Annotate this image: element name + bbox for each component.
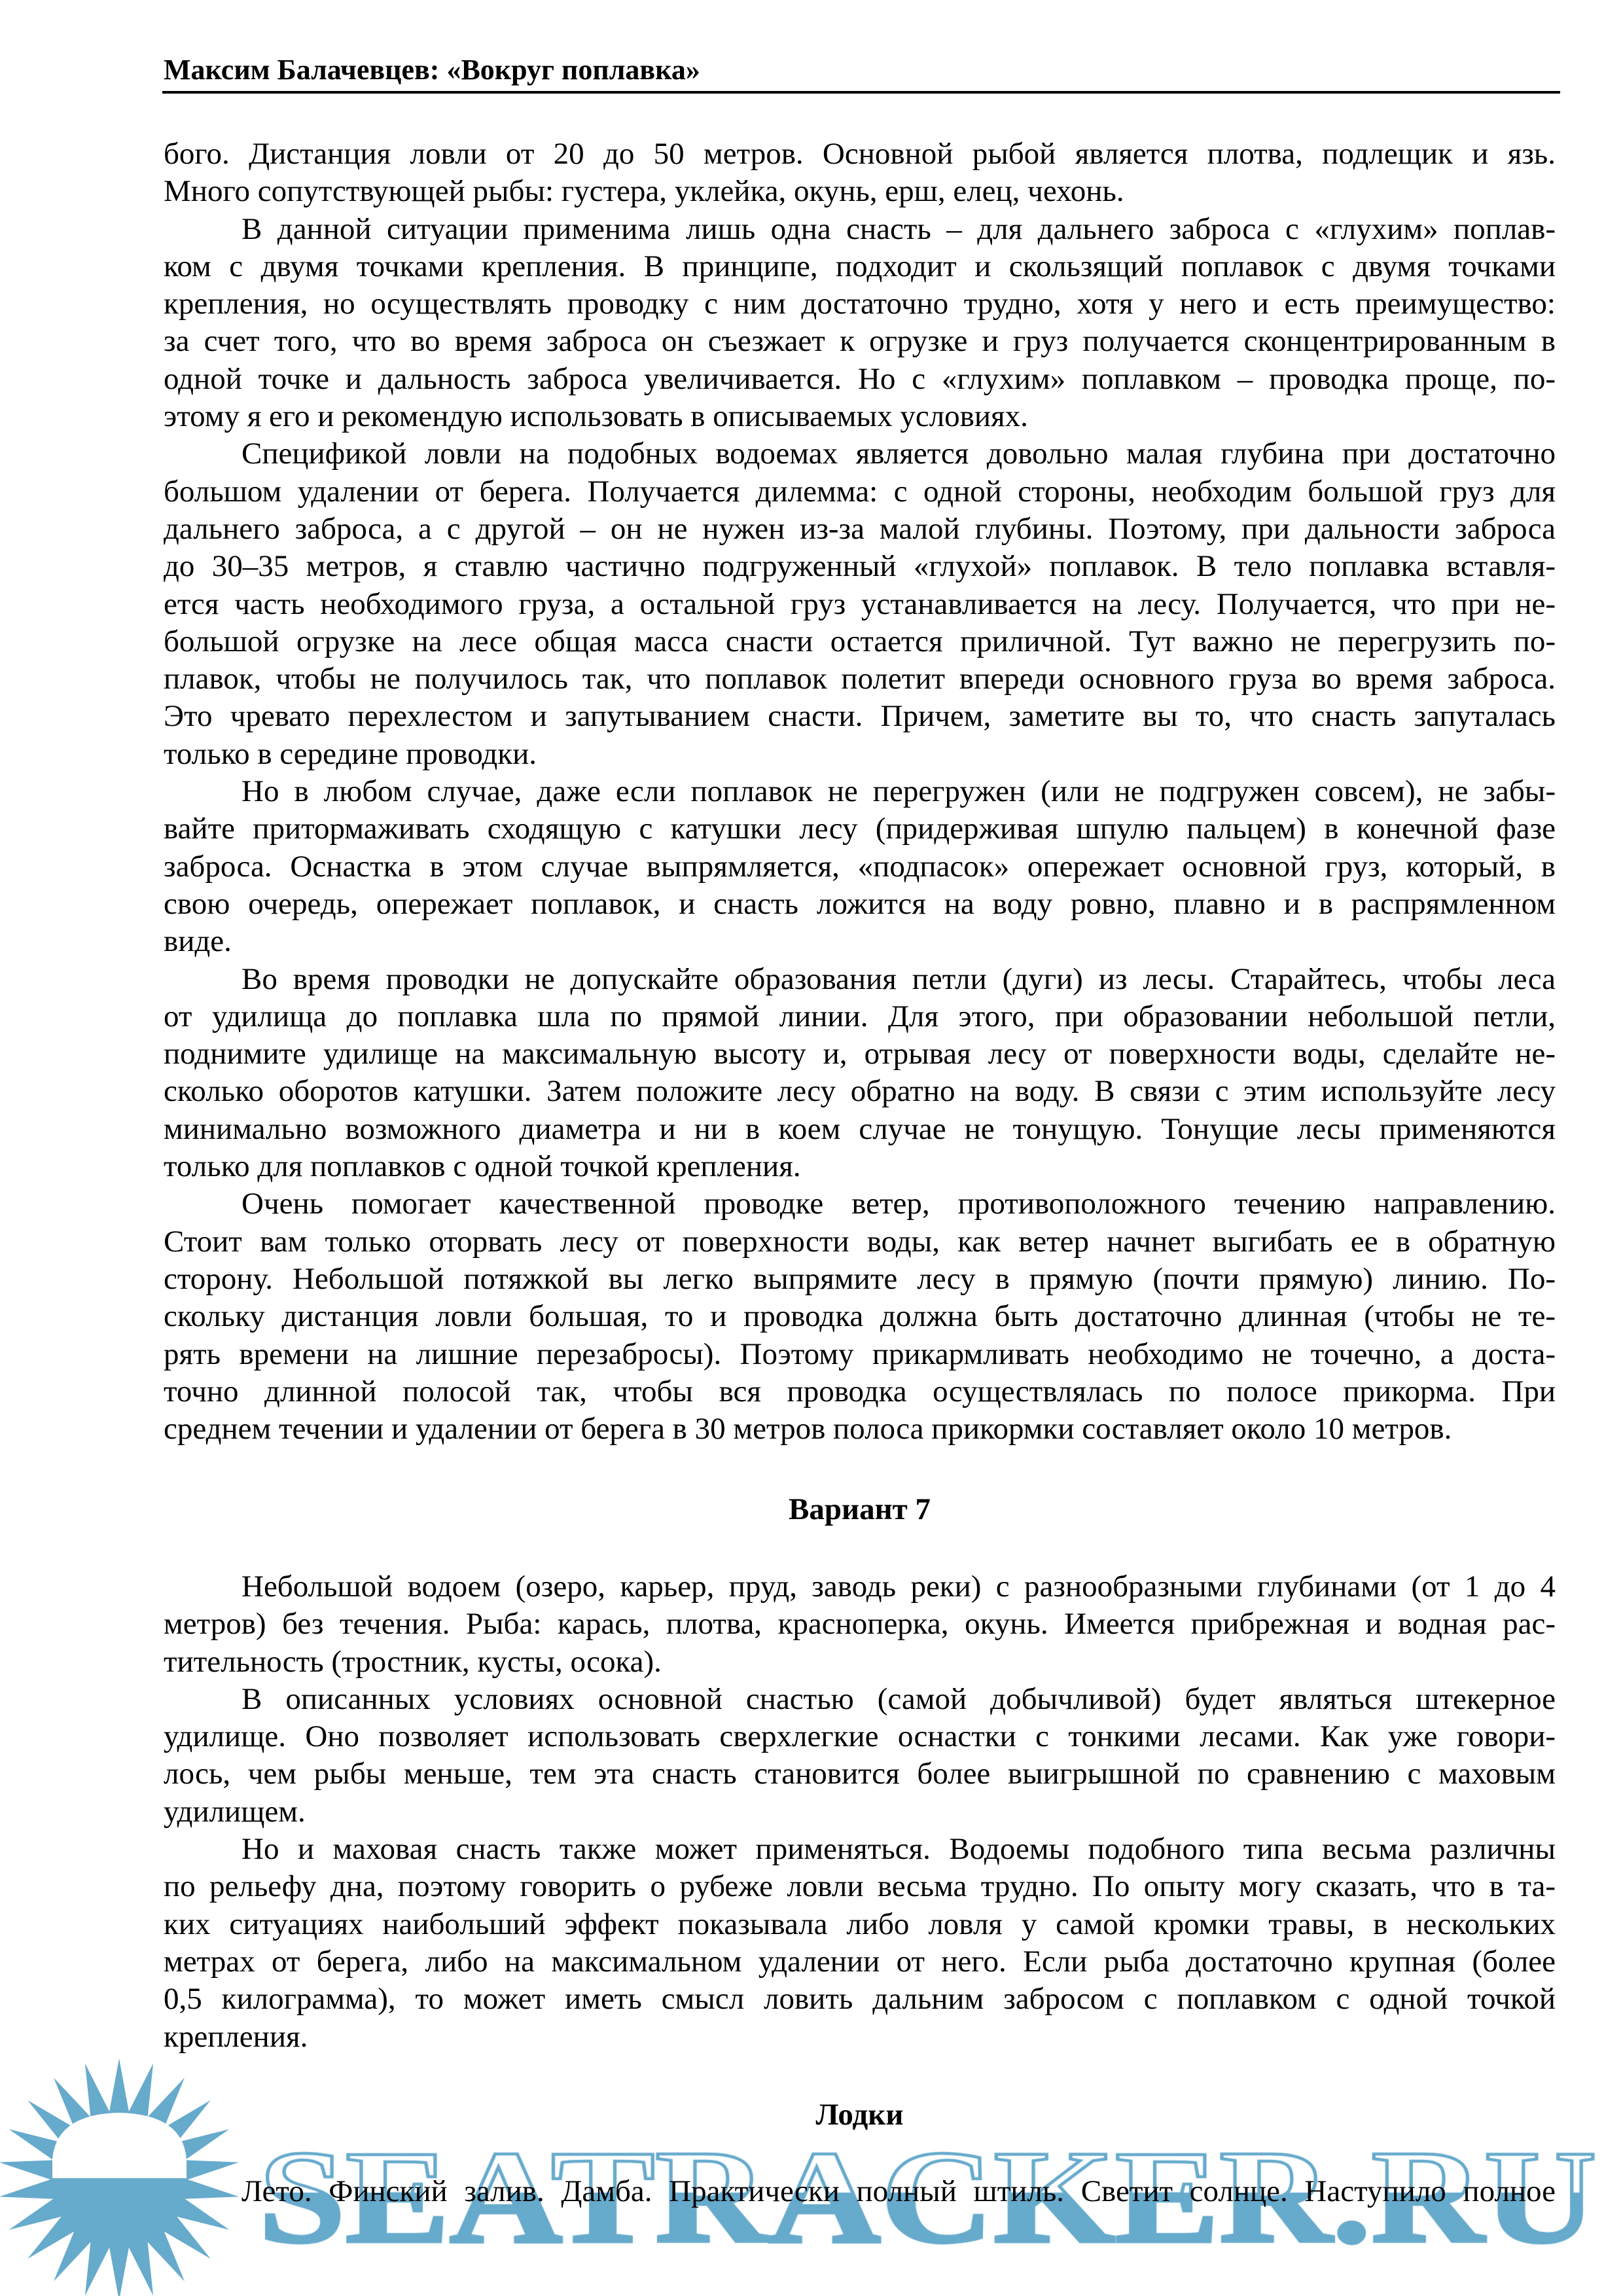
text-line: лось, чем рыбы меньше, тем эта снасть становится более выигрышной по сравнению с маховым [164,1757,1556,1791]
text-line: одной точке и дальность заброса увеличивается. Но с «глухим» поплавком – проводка проще, по- [164,361,1556,396]
text-line: до 30–35 метров, я ставлю частично подгруженный «глухой» поплавок. В тело поплавка вставля- [164,549,1556,584]
text-line: метров) без течения. Рыба: карась, плотва, красноперка, окунь. Имеется прибрежная и водная рас- [164,1607,1556,1641]
text-line: сторону. Небольшой потяжкой вы легко выпрямите лесу в прямую (почти прямую) линию. По- [164,1261,1556,1296]
text-line: виде. [164,924,232,959]
text-line: только в середине проводки. [164,736,537,771]
text-line: 0,5 килограмма), то может иметь смысл ловить дальним забросом с поплавком с одной точкой [164,1982,1556,2017]
text-line: В описанных условиях основной снастью (самой добычливой) будет являться штекерное [241,1681,1556,1716]
text-line: ких ситуациях наибольший эффект показывала либо ловля у самой кромки травы, в нескольких [164,1907,1556,1941]
paragraph [164,1681,1556,1831]
body-section-3 [164,2173,1556,2210]
text-line: тительность (тростник, кусты, осока). [164,1644,662,1679]
text-line: вайте притормаживать сходящую с катушки лесу (придерживая шпулю пальцем) в конечной фазе [164,812,1556,846]
paragraph [164,135,1556,211]
text-line: удилище. Оно позволяет использовать сверхлегкие оснастки с тонкими лесами. Как уже говори- [164,1719,1556,1754]
text-line: среднем течении и удалении от берега в 30 метров полоса прикормки составляет около 10 метров. [164,1412,1452,1446]
heading-boats: Лодки [815,2098,904,2132]
text-line: большой огрузке на лесе общая масса снасти остается приличной. Тут важно не перегрузить по- [164,624,1556,658]
text-line: только для поплавков с одной точкой крепления. [164,1149,801,1184]
text-line: крепления. [164,2019,308,2054]
text-line: удилищем. [164,1794,306,1829]
heading-variant-7: Вариант 7 [789,1492,931,1526]
text-line: Стоит вам только оторвать лесу от поверхности воды, как ветер начнет выгибать ее в обратную [164,1224,1556,1259]
text-line: Спецификой ловли на подобных водоемах является довольно малая глубина при достаточно [241,437,1556,471]
running-header: Максим Балачевцев: «Вокруг поплавка» [164,54,700,86]
paragraph [164,2173,1556,2210]
text-line: по рельефу дна, поэтому говорить о рубеже ловли весьма трудно. По опыту могу сказать, что в та- [164,1869,1556,1904]
text-line: Но в любом случае, даже если поплавок не перегружен (или не подгружен совсем), не забы- [241,774,1556,809]
text-line: Лето. Финский залив. Дамба. Практически полный штиль. Светит солнце. Наступило полное [241,2174,1556,2208]
text-line: Но и маховая снасть также может применяться. Водоемы подобного типа весьма различны [241,1832,1556,1867]
text-line: от удилища до поплавка шла по прямой линии. Для этого, при образовании небольшой петли, [164,999,1556,1033]
text-line: минимально возможного диаметра и ни в коем случае не тонущую. Тонущие лесы применяются [164,1111,1556,1146]
paragraph [164,961,1556,1186]
text-line: точно длинной полосой так, чтобы вся проводка осуществлялась по полосе прикорма. При [164,1374,1556,1408]
text-line: большом удалении от берега. Получается дилемма: с одной стороны, необходим большой груз для [164,474,1556,509]
text-line: бого. Дистанция ловли от 20 до 50 метров. Основной рыбой является плотва, подлещик и язь. [164,137,1556,171]
text-line: поднимите удилище на максимальную высоту и, отрывая лесу от поверхности воды, сделайте не- [164,1037,1556,1071]
text-line: крепления, но осуществлять проводку с ним достаточно трудно, хотя у него и есть преимущество: [164,287,1556,321]
text-line: ется часть необходимого груза, а остальной груз устанавливается на лесу. Получается, что при не- [164,586,1556,621]
text-line: дальнего заброса, а с другой – он не нужен из-за малой глубины. Поэтому, при дальности заброса [164,511,1556,546]
text-line: сколько оборотов катушки. Затем положите лесу обратно на воду. В связи с этим используйте лесу [164,1074,1556,1109]
paragraph [164,1185,1556,1448]
text-line: метрах от берега, либо на максимальном удалении от него. Если рыба достаточно крупная (более [164,1944,1556,1979]
text-line: свою очередь, опережает поплавок, и снасть ложится на воду ровно, плавно и в распрямленном [164,886,1556,921]
text-line: В данной ситуации применима лишь одна снасть – для дальнего заброса с «глухим» поплав- [241,211,1556,246]
text-line: заброса. Оснастка в этом случае выпрямляется, «подпасок» опережает основной груз, который, в [164,849,1556,884]
paragraph [164,211,1556,436]
text-line: Много сопутствующей рыбы: густера, уклейка, окунь, ерш, елец, чехонь. [164,174,1124,209]
watermark-logo [0,2029,1623,2296]
text-line: плавок, чтобы не получилось так, что поплавок полетит впереди основного груза во время заброса. [164,662,1556,696]
text-line: Во время проводки не допускайте образования петли (дуги) из лесы. Старайтесь, чтобы леса [241,961,1556,996]
paragraph [164,773,1556,960]
text-line: Очень помогает качественной проводке ветер, противоположного течению направлению. [241,1187,1556,1221]
text-line: ком с двумя точками крепления. В принципе, подходит и скользящий поплавок с двумя точками [164,249,1556,283]
text-line: Небольшой водоем (озеро, карьер, пруд, заводь реки) с разнообразными глубинами (от 1 до 4 [241,1570,1556,1604]
paragraph [164,1568,1556,1681]
body-section-1 [164,135,1556,1448]
text-line: рять времени на лишние перезабросы). Поэтому прикармливать необходимо не точечно, а доста- [164,1336,1556,1371]
text-line: Это чревато перехлестом и запутыванием снасти. Причем, заметите вы то, что снасть запуталась [164,699,1556,734]
body-section-2 [164,1568,1556,2056]
text-line: скольку дистанция ловли большая, то и проводка должна быть достаточно длинная (чтобы не те- [164,1299,1556,1334]
text-line: этому я его и рекомендую использовать в описываемых условиях. [164,399,1028,434]
text-line: за счет того, что во время заброса он съезжает к огрузке и груз получается сконцентрированным в [164,324,1556,359]
header-rule [162,91,1560,94]
paragraph [164,1831,1556,2056]
paragraph [164,435,1556,773]
